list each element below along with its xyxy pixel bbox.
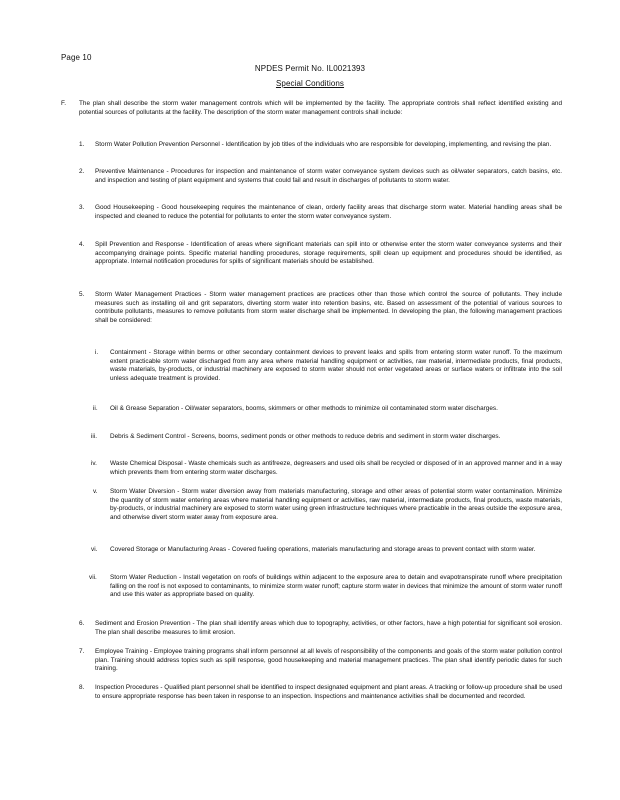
section-title: [0, 79, 620, 88]
list-item-number: 5.: [79, 291, 85, 298]
list-item-number: 4.: [79, 241, 85, 248]
section-letter: F.: [61, 100, 66, 107]
list-item-text: Sediment and Erosion Prevention - The plan shall identify areas which due to topography, activities, or other factors, have a high potential for significant soil erosion. The plan shall describe measures to limit erosion.: [95, 620, 562, 636]
sub-item-number: i.: [95, 349, 99, 356]
sub-item-text: Debris & Sediment Control - Screens, booms, sediment ponds or other methods to reduce debris and sediment in storm water discharges.: [110, 433, 501, 440]
list-item-number: 1.: [79, 141, 85, 148]
permit-number: NPDES Permit No. IL0021393: [254, 64, 366, 73]
list-item-text: Inspection Procedures - Qualified plant personnel shall be identified to inspect designated equipment and plant areas. A tracking or follow-up procedure shall be used to ensure appropriate response has been taken in response to an inspection. Inspections and maintenance activities shall be documented and recorded.: [95, 684, 562, 700]
list-item-number: 6.: [79, 620, 85, 627]
list-item-number: 7.: [79, 648, 85, 655]
list-item-text: Good Housekeeping - Good housekeeping requires the maintenance of clean, orderly facility areas that discharge storm water. Material handling areas shall be inspected and cleaned to reduce the potential for pollutants to enter the storm water conveyance system.: [95, 204, 562, 220]
list-item-text: Spill Prevention and Response - Identification of areas where significant materials can spill into or otherwise enter the storm water conveyance systems and their accompanying drainage points. Specific material handling procedures, storage requirements, spill clean up equipment and procedures should be identified, as appropriate. Internal notification procedures for spills of significant materials should be established.: [95, 241, 562, 266]
sub-item-text: Storm Water Diversion - Storm water diversion away from materials manufacturing, storage and other areas of potential storm water contamination. Minimize the quantity of storm water entering areas where material handling equipment or activities, raw material, intermediate products, final products, waste materials, by-products, or industrial machinery are exposed to storm water using green infrastructure techniques where practicable in the areas outside the exposure area, and otherwise divert storm water away from exposure area.: [110, 488, 562, 521]
list-item-text: Storm Water Management Practices - Storm water management practices are practices other than those which control the source of pollutants. They include measures such as installing oil and grit separators, diverting storm water into retention basins, etc. Based on assessment of the potential of various sources to contribute pollutants, measures to remove pollutants from storm water discharge shall be implemented. In developing the plan, the following management practices shall be considered:: [95, 291, 562, 324]
list-item-text: Storm Water Pollution Prevention Personnel - Identification by job titles of the individuals who are responsible for developing, implementing, and revising the plan.: [95, 141, 552, 148]
list-item-text: Employee Training - Employee training programs shall inform personnel at all levels of responsibility of the components and goals of the storm water pollution control plan. Training should address topics such as spill response, good housekeeping and material management practices. The plan shall identify periodic dates for such training.: [95, 648, 562, 673]
sub-item-text: Storm Water Reduction - Install vegetation on roofs of buildings within adjacent to the exposure area to detain and evapotranspirate runoff where precipitation falling on the roof is not exposed to contaminants, to minimize storm water runoff; capture storm water in devices that minimize the amount of storm water runoff and use this water as appropriate based on quality.: [110, 574, 562, 599]
sub-item-text: Waste Chemical Disposal - Waste chemicals such as antifreeze, degreasers and used oils shall be recycled or disposed of in an approved manner and in a way which prevents them from entering storm water discharges.: [110, 460, 562, 476]
sub-item-text: Containment - Storage within berms or other secondary containment devices to prevent leaks and spills from entering storm water runoff. To the maximum extent practicable storm water discharged from any area where material handling equipment or activities, raw material, intermediate products, final products, waste materials, by-products, or industrial machinery are exposed to storm water should not enter vegetated areas or surface waters or infiltrate into the soil unless adequate treatment is provided.: [110, 349, 562, 382]
list-item-text: Preventive Maintenance - Procedures for inspection and maintenance of storm water conveyance system devices such as oil/water separators, catch basins, etc. and inspection and testing of plant equipment and systems that could fail and result in discharges of pollutants to storm water.: [95, 168, 562, 184]
sub-item-number: iii.: [91, 433, 98, 440]
section-title-text: Special Conditions: [275, 79, 345, 88]
list-item-number: 8.: [79, 684, 85, 691]
section-intro: The plan shall describe the storm water management controls which will be implemented by the facility. The appropriate controls shall reflect identified existing and potential sources of pollutants at the facility. The description of the storm water management controls shall include:: [79, 100, 562, 116]
list-item-number: 2.: [79, 168, 85, 175]
sub-item-number: vi.: [91, 546, 98, 553]
list-item-number: 3.: [79, 204, 85, 211]
sub-item-text: Oil & Grease Separation - Oil/water separators, booms, skimmers or other methods to minimize oil contaminated storm water discharges.: [110, 405, 498, 412]
page-number: Page 10: [61, 53, 92, 62]
sub-item-number: vii.: [89, 574, 97, 581]
sub-item-text: Covered Storage or Manufacturing Areas - Covered fueling operations, materials manufacturing and storage areas to prevent contact with storm water.: [110, 546, 536, 553]
sub-item-number: ii.: [93, 405, 98, 412]
sub-item-number: v.: [93, 488, 98, 495]
sub-item-number: iv.: [91, 460, 97, 467]
